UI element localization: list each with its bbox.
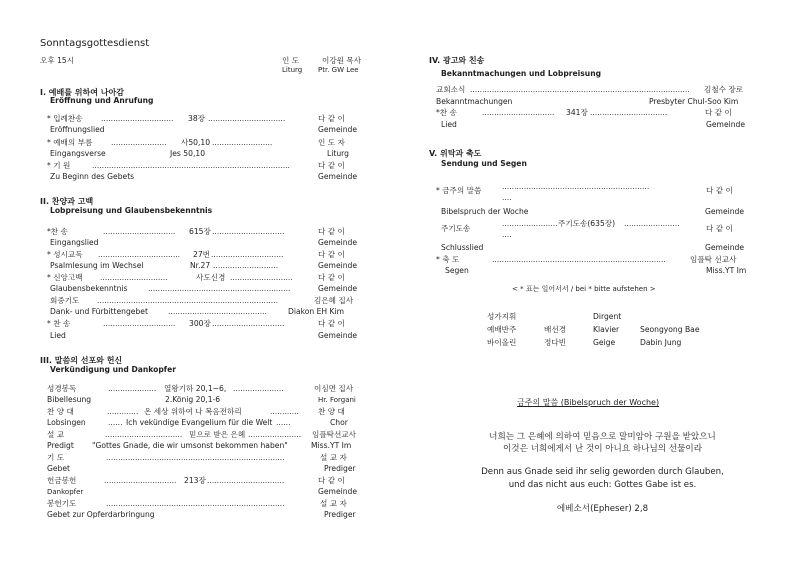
liturg-label-ko: 인 도	[282, 56, 300, 65]
s1-r1-leader-right: ................................	[208, 114, 286, 123]
verse-title: 금주의 말씀 (Bibelspruch der Woche)	[517, 398, 660, 407]
s5-r2-hymn: 주기도송(635장)	[558, 219, 616, 228]
s5-r2-leader: 다 같 이	[706, 224, 733, 233]
s1-r2-de: Eingangsverse	[50, 149, 106, 158]
standing-note: < * 표는 일어서서 / bei * bitte aufstehen >	[512, 285, 656, 293]
s1-r3-leader-dots: ..................................................................................	[92, 161, 290, 170]
service-time: 오후 15시	[40, 56, 75, 65]
staff-r3-role-de: Geige	[593, 338, 616, 347]
s3-r5-hymn: 213장	[184, 476, 206, 485]
pastor-name-de: Ptr. GW Lee	[318, 66, 359, 74]
s2-r3-leader-left: ............................	[100, 273, 168, 282]
s1-r2-leader-right: .........................	[212, 138, 273, 147]
staff-r2-name-de: Seongyong Bae	[640, 325, 700, 334]
s4-r2-de-leader: Gemeinde	[706, 120, 746, 129]
s3-r2-leader: 찬 양 대	[318, 407, 345, 416]
s4-r1-de: Bekanntmachungen	[436, 97, 513, 106]
s2-r5-leader-right: ..............................	[212, 319, 285, 328]
s2-r2-number: 27번	[193, 250, 210, 259]
s3-r3-de-sermon: "Gottes Gnade, die wir umsonst bekommen haben"	[92, 441, 288, 450]
s3-r2-de-leader-left: ......	[108, 418, 123, 427]
s3-r2-leader-right: ............	[270, 407, 299, 416]
s3-r5-leader: 다 같 이	[318, 476, 345, 485]
s1-r3-de: Zu Beginn des Gebets	[50, 172, 135, 181]
s5-r1-label: * 금주의 말씀	[436, 186, 482, 195]
s5-r2-de-leader: Gemeinde	[705, 243, 745, 252]
s3-r6-label: 봉헌기도	[47, 499, 77, 508]
s1-r1-leader: 다 같 이	[318, 114, 345, 123]
s4-r1-leader: 김철수 장로	[704, 85, 744, 94]
s4-r2-leader: 다 같 이	[705, 108, 732, 117]
s1-r2-label: * 예배의 부름	[47, 138, 93, 147]
s3-r1-de-reading: 2.König 20,1-6	[165, 395, 221, 404]
s3-r5-label: 헌금봉헌	[47, 476, 77, 485]
section-5-title: V. 위탁과 축도	[429, 149, 482, 158]
s4-r2-de: Lied	[441, 120, 457, 129]
s2-r4-label: 회중기도	[50, 296, 80, 305]
s2-r1-de-leader: Gemeinde	[318, 238, 358, 247]
s2-r1-leader: 다 같 이	[318, 227, 345, 236]
s3-r6-leader-dots: ..........................................................................	[106, 499, 285, 508]
s2-r4-de-leader-dots: .........................................	[168, 307, 267, 316]
s3-r1-de: Bibellesung	[47, 395, 92, 404]
s3-r3-sermon: 믿으로 받은 은혜	[189, 430, 246, 439]
s2-r5-leader: 다 같 이	[318, 319, 345, 328]
s3-r5-de-leader: Gemeinde	[318, 487, 358, 496]
s3-r2-leader-left: .............	[107, 407, 139, 416]
s2-r1-hymn: 615장	[189, 227, 211, 236]
verse-ko-line-2: 이것은 너희에게서 난 것이 아니요 하나님의 선물이라	[502, 444, 703, 454]
verse-ko-line-1: 너희는 그 은혜에 의하여 믿음으로 말미암아 구원을 받았으니	[489, 432, 716, 442]
s3-r1-de-leader: Hr. Forgani	[318, 396, 356, 404]
s3-r3-leader: 임플탁선교사	[312, 430, 357, 439]
s3-r6-de: Gebet zur Opferdarbringung	[47, 510, 155, 519]
s3-r3-leader-right: ......................	[248, 430, 302, 439]
s5-r1-leader-dots-2: ....	[502, 193, 512, 202]
s3-r6-de-leader: Prediger	[324, 510, 356, 519]
section-3-title: III. 말씀의 선포와 헌신	[40, 356, 123, 365]
s4-r1-leader-dots: ...........................................................................................	[470, 85, 690, 94]
s2-r4-leader-dots: ...........................................................................	[97, 296, 279, 305]
s3-r1-label: 성경봉독	[47, 384, 77, 393]
s3-r2-de-leader: Chor	[330, 418, 348, 427]
s2-r3-creed: 사도신경	[196, 273, 226, 282]
s3-r3-leader-left: ................................	[105, 430, 183, 439]
s3-r4-leader-dots: ..........................................................................	[106, 453, 285, 462]
s2-r5-de: Lied	[50, 331, 66, 340]
s3-r2-label: 찬 양 대	[47, 407, 74, 416]
s3-r1-leader-right: .....................	[233, 384, 284, 393]
s1-r1-label: * 입례찬송	[47, 114, 83, 123]
s2-r2-label: * 성시교독	[47, 250, 83, 259]
section-3-subtitle: Verkündigung und Dankopfer	[50, 365, 177, 374]
s4-r2-leader-right: ................................	[590, 108, 668, 117]
s1-r2-de-verse: Jes 50,10	[170, 149, 206, 158]
s2-r4-de: Dank- und Fürbittengebet	[50, 307, 148, 316]
s4-r1-label: 교회소식	[436, 85, 466, 94]
section-2-title: II. 찬양과 고백	[40, 197, 94, 206]
s5-r2-label: 주기도송	[441, 224, 471, 233]
section-5-subtitle: Sendung und Segen	[441, 159, 527, 168]
s3-r4-de: Gebet	[47, 464, 71, 473]
s2-r5-label: * 찬 송	[47, 319, 71, 328]
s3-r1-leader-left: ....................	[108, 384, 157, 393]
verse-reference: 에베소서(Epheser) 2,8	[556, 504, 649, 514]
s1-r1-leader-left: ..............................	[101, 114, 174, 123]
s2-r4-leader: 김은혜 집사	[314, 296, 354, 305]
s5-r2-leader-dots-2: ....	[502, 230, 512, 239]
s3-r2-anthem: 온 세상 위하여 나 복음전하리	[144, 407, 242, 416]
s2-r3-de-leader-dots: ...........................................................	[148, 284, 291, 293]
s3-r3-de: Predigt	[47, 441, 74, 450]
s2-r2-leader: 다 같 이	[318, 250, 345, 259]
staff-r2-name-ko: 배선경	[544, 325, 567, 334]
s2-r3-label: * 신앙고백	[47, 273, 83, 282]
section-1-subtitle: Eröffnung und Anrufung	[50, 96, 154, 105]
pastor-name-ko: 이강원 목사	[322, 56, 362, 65]
s5-r3-leader-dots: ........................................................................	[492, 255, 666, 264]
staff-r2-role-ko: 예배반주	[487, 325, 517, 334]
section-4-subtitle: Bekanntmachungen und Lobpreisung	[441, 69, 602, 78]
s5-r2-leader-left: .......................	[502, 219, 558, 228]
staff-r1-role-de: Dirgent	[593, 312, 622, 321]
s3-r1-reading: 열왕기하 20,1~6,	[164, 384, 227, 393]
s1-r1-de-leader: Gemeinde	[318, 125, 358, 134]
s3-r4-label: 기 도	[47, 453, 65, 462]
liturg-label-de: Liturg	[282, 66, 303, 74]
s3-r2-de-leader-right: ......	[276, 418, 291, 427]
s5-r3-leader: 임플탁 선교사	[690, 255, 737, 264]
s2-r2-leader-right: ..............................	[211, 250, 284, 259]
s1-r3-de-leader: Gemeinde	[318, 172, 358, 181]
s5-r1-de-leader: Gemeinde	[705, 207, 745, 216]
s3-r3-label: 설 교	[47, 430, 65, 439]
s3-r1-leader: 이심면 집사	[314, 384, 354, 393]
staff-r1-role-ko: 성가지휘	[487, 312, 517, 321]
staff-r3-name-de: Dabin Jung	[640, 338, 682, 347]
s2-r1-de: Eingangslied	[50, 238, 99, 247]
s1-r2-verse: 사50,10	[181, 138, 211, 147]
s4-r2-label: *찬 송	[436, 108, 457, 117]
s3-r6-leader: 설 교 자	[320, 499, 347, 508]
s5-r1-leader: 다 같 이	[706, 186, 733, 195]
s1-r3-leader: 다 같 이	[318, 161, 345, 170]
s2-r2-de-leader-dots: ...........................	[213, 261, 279, 270]
section-2-subtitle: Lobpreisung und Glaubensbekenntnis	[50, 206, 213, 215]
s2-r2-de-number: Nr.27	[190, 261, 211, 270]
s2-r3-de: Glaubensbekenntnis	[50, 284, 128, 293]
s1-r2-leader: 인 도 자	[318, 138, 345, 147]
s1-r1-hymn: 38장	[188, 114, 205, 123]
s2-r5-hymn: 300장	[189, 319, 211, 328]
s1-r2-leader-left: .......................	[111, 138, 167, 147]
s2-r2-de-leader: Gemeinde	[318, 261, 358, 270]
s2-r2-de: Psalmlesung im Wechsel	[50, 261, 144, 270]
s2-r1-label: *찬 송	[47, 227, 68, 236]
document-title: Sonntagsgottesdienst	[40, 38, 150, 49]
s3-r5-de: Dankopfer	[47, 488, 84, 496]
s1-r3-label: * 기 원	[47, 161, 71, 170]
staff-r2-role-de: Klavier	[593, 325, 620, 334]
s4-r1-de-leader: Presbyter Chul-Soo Kim	[649, 97, 739, 106]
staff-r3-role-ko: 바이올린	[487, 338, 517, 347]
s3-r5-leader-right: ................................	[207, 476, 285, 485]
s2-r3-de-leader: Gemeinde	[318, 284, 358, 293]
s3-r4-de-leader: Prediger	[324, 464, 356, 473]
s4-r2-hymn: 341장	[566, 108, 588, 117]
s3-r5-leader-left: ..............................	[104, 476, 177, 485]
s5-r3-label: * 축 도	[436, 255, 460, 264]
s2-r1-leader-right: ..............................	[212, 227, 285, 236]
s2-r5-leader-left: ..............................	[103, 319, 176, 328]
s2-r2-leader-left: ..................................	[98, 250, 181, 259]
verse-de-line-2: und das nicht aus euch: Gottes Gabe ist es.	[508, 480, 697, 490]
s5-r1-de: Bibelspruch der Woche	[441, 207, 529, 216]
staff-r3-name-ko: 정다빈	[544, 338, 567, 347]
s5-r2-leader-right: .......................	[624, 219, 680, 228]
s2-r3-leader: 다 같 이	[318, 273, 345, 282]
s2-r1-leader-left: ..............................	[103, 227, 176, 236]
verse-de-line-1: Denn aus Gnade seid ihr selig geworden durch Glauben,	[481, 467, 724, 477]
s5-r2-de: Schlusslied	[441, 243, 484, 252]
section-1-title: I. 예배를 위하여 나아감	[40, 88, 124, 97]
s5-r1-leader-dots: .............................................................	[502, 182, 650, 191]
s2-r4-de-leader: Diakon EH Kim	[288, 307, 345, 316]
s1-r1-de: Eröffnungslied	[50, 125, 105, 134]
s5-r3-de-leader: Miss.YT Im	[706, 266, 747, 275]
s4-r2-leader-left: ..............................	[482, 108, 555, 117]
s3-r2-de-anthem: Ich vekündige Evangelium für die Welt	[126, 418, 273, 427]
s3-r3-de-leader: Miss.YT Im	[311, 441, 352, 450]
s3-r2-de: Lobsingen	[47, 418, 86, 427]
section-4-title: IV. 광고와 친송	[429, 56, 485, 65]
s3-r4-leader: 설 교 자	[320, 453, 347, 462]
s5-r3-de: Segen	[445, 266, 469, 275]
s2-r3-leader-right: ..........................	[230, 273, 293, 282]
s2-r5-de-leader: Gemeinde	[318, 331, 358, 340]
s1-r2-de-leader: Liturg	[327, 149, 349, 158]
